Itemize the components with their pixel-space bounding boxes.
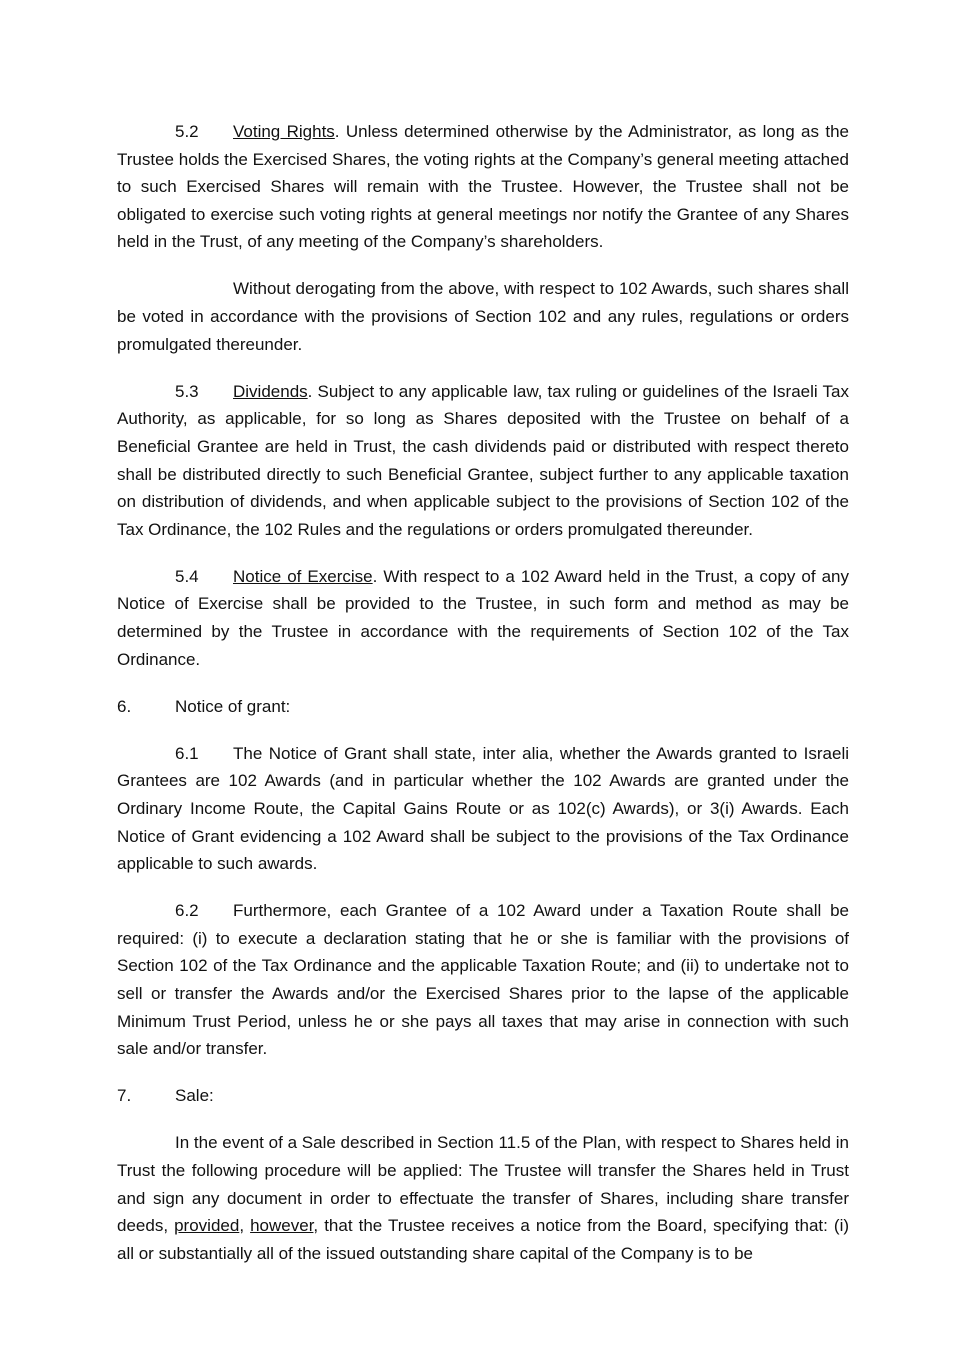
section-text: . With respect to a 102 Award held in the Trust, a copy of any Notice of Exercise shall be provided to the Trustee, in such form and method as may be determined by the Trustee in accordance with the requirements of Section 102 of the Tax Ordinance.: [117, 566, 849, 669]
section-text: . Subject to any applicable law, tax ruling or guidelines of the Israeli Tax Authority, as applicable, for so long as Shares deposited with the Trustee on behalf of a Beneficial Grantee are held in Trust, the cash dividends paid or distributed with respect thereto shall be distributed directly to such Beneficial Grantee, subject further to any applicable taxation on distribution of dividends, and when applicable subject to the provisions of Section 102 of the Tax Ordinance, the 102 Rules and the regulations or orders promulgated thereunder.: [117, 381, 849, 539]
section-title: Voting Rights: [233, 122, 335, 141]
separator: ,: [239, 1216, 251, 1236]
section-number: 6.: [117, 696, 132, 716]
however-term: however: [250, 1216, 314, 1236]
section-text: Furthermore, each Grantee of a 102 Award under a Taxation Route shall be required: (i) to execute a declaration stating that he or she is familiar with the provisions of Section 102 of the Tax Ordinance and the applicable Taxation Route; and (ii) to undertake not to sell or transfer the Awards and/or the Exercised Shares prior to the lapse of the applicable Minimum Trust Period, unless he or she pays all taxes that may arise in connection with such sale and/or transfer.: [117, 901, 849, 1059]
section-number: 5.3: [175, 381, 199, 401]
section-5-3: [117, 378, 849, 544]
section-text-cont: , that the Trustee receives a notice from the Board, specifying that: (i) all or substantially all of the issued outstanding share capital of the Company is to be: [117, 1216, 850, 1263]
section-number: 7.: [117, 1086, 132, 1106]
section-7-heading: [117, 1082, 849, 1110]
section-number: 6.1: [175, 743, 199, 763]
section-5-4: [117, 563, 849, 673]
section-number: 5.4: [175, 566, 199, 586]
section-6-1: [117, 740, 849, 878]
section-7-body: [117, 1129, 849, 1267]
section-number: 6.2: [175, 901, 199, 921]
section-number: 5.2: [175, 122, 199, 141]
provided-term: provided: [174, 1216, 240, 1236]
section-text: In the event of a Sale described in Section 11.5 of the Plan, with respect to Shares held in Trust the following procedure will be applied: The Trustee will transfer the Shares held in Trust and sign any document in order to effectuate the transfer of Shares, including share transfer deeds,: [117, 1133, 849, 1236]
section-title: Notice of grant:: [175, 696, 291, 716]
section-6-2: [117, 897, 849, 1063]
section-5-2: [117, 118, 849, 256]
section-title: Dividends: [233, 381, 308, 401]
section-text: Without derogating from the above, with respect to 102 Awards, such shares shall be voted in accordance with the provisions of Section 102 and any rules, regulations or orders promulgated thereunder.: [117, 279, 849, 354]
section-title: Notice of Exercise: [233, 566, 373, 586]
section-6-heading: [117, 693, 849, 721]
section-title: Sale:: [175, 1086, 214, 1106]
section-text: The Notice of Grant shall state, inter alia, whether the Awards granted to Israeli Grantees are 102 Awards (and in particular whether the 102 Awards are granted under the Ordinary Income Route, the Capital Gains Route or as 102(c) Awards), or 3(i) Awards. Each Notice of Grant evidencing a 102 Award shall be subject to the provisions of the Tax Ordinance applicable to such awards.: [117, 743, 849, 874]
section-5-2-continuation: [117, 275, 849, 358]
section-text: . Unless determined otherwise by the Administrator, as long as the Trustee holds the Exercised Shares, the voting rights at the Company’s general meeting attached to such Exercised Shares will remain with the Trustee. However, the Trustee shall not be obligated to exercise such voting rights at general meetings nor notify the Grantee of any Shares held in the Trust, of any meeting of the Company’s shareholders.: [117, 122, 849, 252]
document-body: [117, 118, 849, 1287]
